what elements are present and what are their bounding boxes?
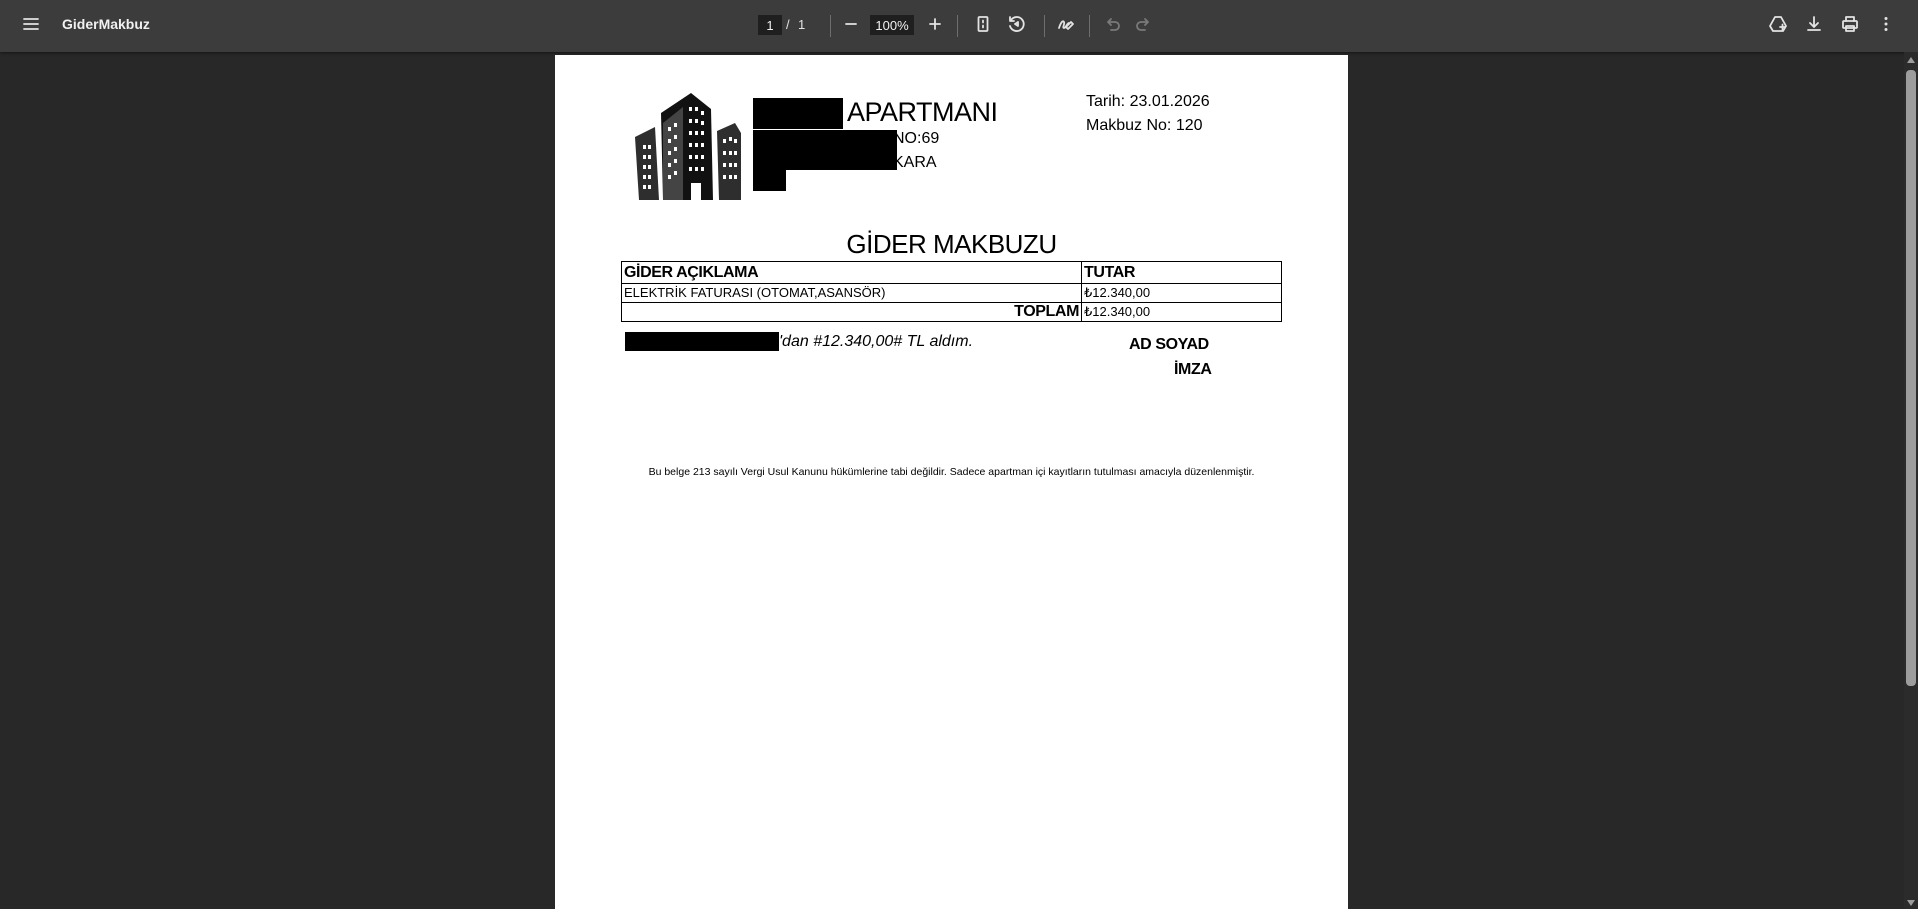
table-total-row <box>622 303 1282 322</box>
toolbar-divider <box>1044 15 1045 37</box>
redaction-block <box>753 130 897 170</box>
building-logo <box>633 93 745 201</box>
column-header-description: GİDER AÇIKLAMA <box>622 262 1082 284</box>
redaction-block <box>625 332 779 351</box>
total-amount: ₺12.340,00 <box>1082 303 1282 322</box>
undo-icon[interactable] <box>1096 8 1128 40</box>
toolbar-divider <box>830 15 831 37</box>
apartment-name: APARTMANI <box>847 97 998 127</box>
document-heading: GİDER MAKBUZU <box>846 229 1057 259</box>
table-row <box>622 284 1282 303</box>
expense-amount: ₺12.340,00 <box>1082 284 1282 303</box>
zoom-level-input[interactable] <box>870 15 914 35</box>
rotate-icon[interactable] <box>1000 8 1032 40</box>
redaction-block <box>753 98 843 129</box>
page-number-input[interactable] <box>758 15 782 35</box>
more-options-icon[interactable] <box>1870 8 1902 40</box>
menu-icon[interactable] <box>15 8 47 40</box>
page-total: 1 <box>798 17 806 32</box>
annotate-icon[interactable] <box>1050 8 1082 40</box>
download-icon[interactable] <box>1798 8 1830 40</box>
document-title: GiderMakbuz <box>62 16 150 32</box>
receipt-date: Tarih: 23.01.2026 <box>1086 93 1210 110</box>
zoom-in-icon[interactable] <box>919 8 951 40</box>
received-statement: 'dan #12.340,00# TL aldım. <box>779 333 974 350</box>
expense-description: ELEKTRİK FATURASI (OTOMAT,ASANSÖR) <box>622 284 1082 303</box>
pdf-page <box>555 55 1348 909</box>
table-header-row <box>622 262 1282 284</box>
total-label: TOPLAM <box>622 303 1082 322</box>
signature-label: İMZA <box>1174 361 1212 378</box>
drive-save-icon[interactable] <box>1762 8 1794 40</box>
redaction-block <box>753 170 786 191</box>
page-separator: / <box>786 17 790 32</box>
signature-name: AD SOYAD <box>1129 336 1209 353</box>
scroll-up-icon[interactable] <box>1907 57 1915 63</box>
redo-icon[interactable] <box>1128 8 1160 40</box>
fit-page-icon[interactable] <box>967 8 999 40</box>
zoom-out-icon[interactable] <box>835 8 867 40</box>
scroll-down-icon[interactable] <box>1907 900 1915 906</box>
expense-table <box>621 261 1282 322</box>
toolbar-divider <box>957 15 958 37</box>
address-line-1: NO:69 <box>893 130 940 147</box>
print-icon[interactable] <box>1834 8 1866 40</box>
address-line-2: KARA <box>893 154 937 171</box>
receipt-number: Makbuz No: 120 <box>1086 117 1203 134</box>
column-header-amount: TUTAR <box>1082 262 1282 284</box>
scrollbar-thumb[interactable] <box>1906 70 1916 686</box>
footer-disclaimer: Bu belge 213 sayılı Vergi Usul Kanunu hükümlerine tabi değildir. Sadece apartman içi kayıtların tutulması amacıyla düzenlenmiştir. <box>648 466 1255 478</box>
pdf-toolbar <box>0 0 1918 52</box>
toolbar-divider <box>1089 15 1090 37</box>
